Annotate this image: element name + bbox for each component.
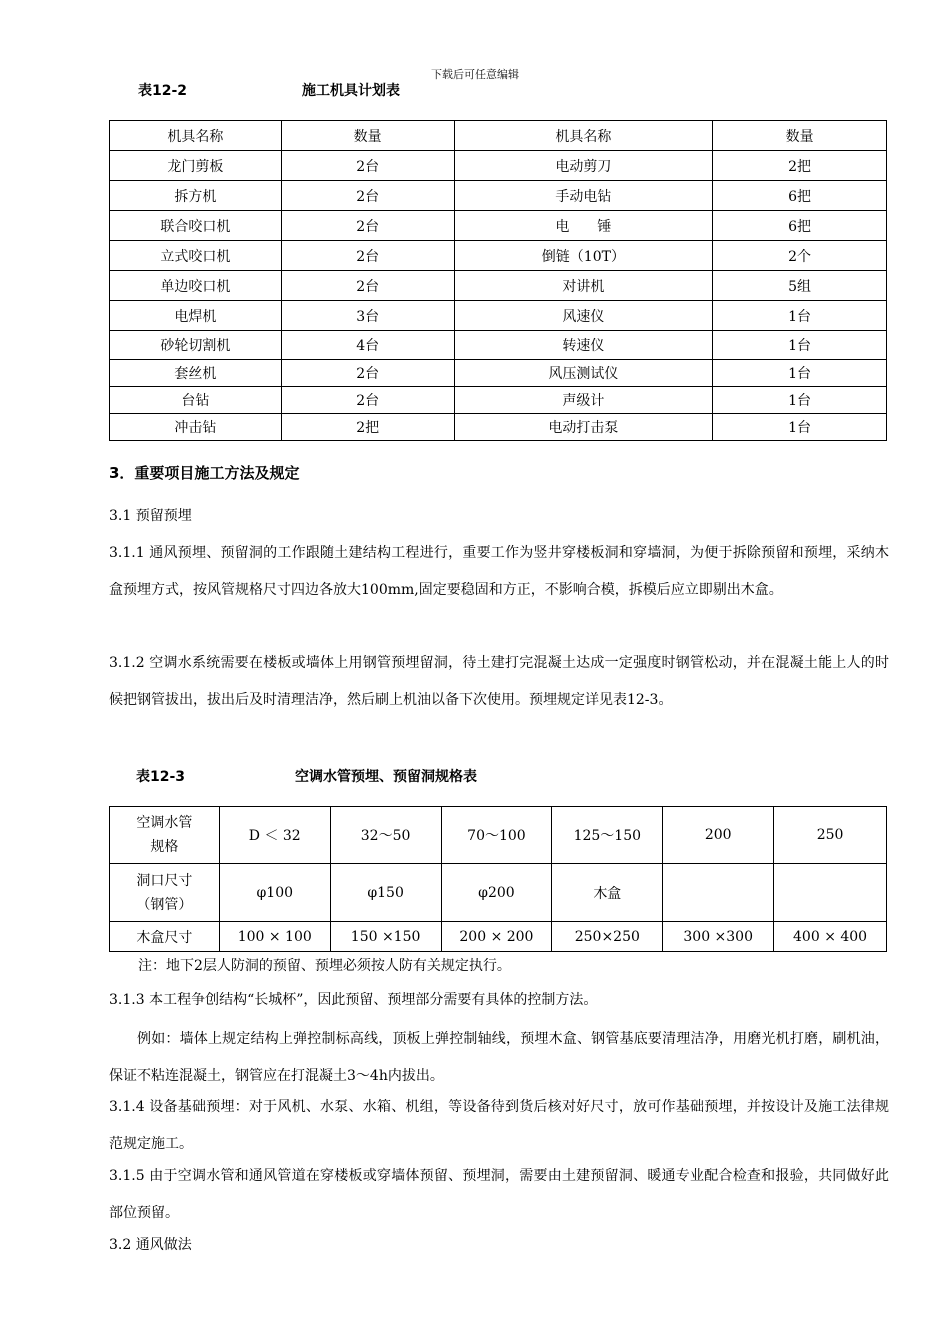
table-row (110, 360, 887, 387)
row-label-cell (110, 807, 220, 864)
table-number: 表12-3 (136, 769, 186, 785)
row-label-line: （钢管） (136, 896, 193, 913)
table-cell: 龙门剪板 (110, 151, 282, 181)
subsection-3-1-heading: 3.1 预留预埋 (109, 508, 192, 524)
paragraph-3-1-2: 3.1.2 空调水系统需要在楼板或墙体上用钢管预埋留洞，待土建打完混凝土达成一定强度时钢管松动，并在混凝土能上人的时候把钢管拔出，拔出后及时清理洁净，然后刷上机油以备下次使用。预埋规定详见表12-3。 (109, 655, 889, 708)
table-note: 注：地下2层人防洞的预留、预埋必须按人防有关规定执行。 (138, 958, 511, 974)
table-cell: 1台 (713, 301, 887, 331)
table-row (110, 922, 887, 952)
table-cell: 电动打击泵 (454, 414, 713, 441)
paragraph-3-1-3-example: 例如：墙体上规定结构上弹控制标高线，顶板上弹控制轴线，预埋木盒、钢管基底要清理洁净，用磨光机打磨，刷机油，保证不粘连混凝土，钢管应在打混凝土3～4h内拔出。 (109, 1031, 889, 1084)
table-cell: 70～100 (441, 807, 552, 864)
table-cell (663, 864, 774, 922)
table-cell: 250×250 (552, 922, 663, 952)
row-label-line: 规格 (150, 839, 179, 855)
table-cell: φ150 (330, 864, 441, 922)
header-cell: 机具名称 (110, 121, 282, 151)
table-cell: 150 ×150 (330, 922, 441, 952)
table-row (110, 331, 887, 360)
table-cell: 6把 (713, 181, 887, 211)
table-cell: 套丝机 (110, 360, 282, 387)
table-cell: 转速仪 (454, 331, 713, 360)
table-cell: 2台 (281, 151, 454, 181)
table-12-3-caption (0, 766, 950, 786)
table-cell: 32～50 (330, 807, 441, 864)
table-row (110, 271, 887, 301)
table-cell: 2台 (281, 387, 454, 414)
table-row (110, 241, 887, 271)
table-number: 表12-2 (138, 83, 188, 99)
table-cell: 200 (663, 807, 774, 864)
table-cell: 1台 (713, 414, 887, 441)
table-cell: 砂轮切割机 (110, 331, 282, 360)
table-12-2-caption (0, 80, 950, 100)
pipe-opening-spec-table (109, 806, 887, 952)
table-cell: 1台 (713, 387, 887, 414)
table-cell: 300 ×300 (663, 922, 774, 952)
table-cell: 冲击钻 (110, 414, 282, 441)
table-cell: 2台 (281, 211, 454, 241)
table-cell: 木盒 (552, 864, 663, 922)
table-cell: 100 × 100 (219, 922, 330, 952)
paragraph-3-1-4: 3.1.4 设备基础预埋：对于风机、水泵、水箱、机组，等设备待到货后核对好尺寸，放可作基础预埋，并按设计及施工法律规范规定施工。 (109, 1099, 889, 1152)
table-cell: 2把 (281, 414, 454, 441)
table-cell: 2个 (713, 241, 887, 271)
table-cell: 2台 (281, 181, 454, 211)
header-cell: 数量 (713, 121, 887, 151)
table-cell: 1台 (713, 331, 887, 360)
table-cell: 6把 (713, 211, 887, 241)
table-cell: 拆方机 (110, 181, 282, 211)
watermark: 下载后可任意编辑 (431, 68, 519, 81)
table-cell: 声级计 (454, 387, 713, 414)
table-cell: 台钻 (110, 387, 282, 414)
table-cell: 电焊机 (110, 301, 282, 331)
table-cell: 立式咬口机 (110, 241, 282, 271)
table-cell: 倒链（10T） (454, 241, 713, 271)
table-cell: 4台 (281, 331, 454, 360)
row-label-cell (110, 864, 220, 922)
table-cell: 单边咬口机 (110, 271, 282, 301)
section-heading: 3．重要项目施工方法及规定 (109, 464, 300, 482)
header-cell: 数量 (281, 121, 454, 151)
table-cell: 200 × 200 (441, 922, 552, 952)
table-cell (774, 864, 887, 922)
paragraph-3-1-5: 3.1.5 由于空调水管和通风管道在穿楼板或穿墙体预留、预埋洞，需要由土建预留洞、暖通专业配合检查和报验，共同做好此部位预留。 (109, 1168, 889, 1221)
table-cell: 5组 (713, 271, 887, 301)
paragraph-3-1-3: 3.1.3 本工程争创结构“长城杯”，因此预留、预埋部分需要有具体的控制方法。 (109, 992, 598, 1008)
table-row (110, 387, 887, 414)
table-cell: 2台 (281, 360, 454, 387)
header-cell: 机具名称 (454, 121, 713, 151)
row-label-cell: 木盒尺寸 (110, 922, 220, 952)
table-cell: 联合咬口机 (110, 211, 282, 241)
table-title: 施工机具计划表 (302, 83, 400, 99)
table-cell: 2把 (713, 151, 887, 181)
table-cell: 电动剪刀 (454, 151, 713, 181)
table-row (110, 301, 887, 331)
table-row (110, 151, 887, 181)
row-label-line: 空调水管 (136, 815, 193, 831)
subsection-3-2-heading: 3.2 通风做法 (109, 1237, 192, 1253)
table-cell: 3台 (281, 301, 454, 331)
table-cell: 2台 (281, 271, 454, 301)
table-cell: 2台 (281, 241, 454, 271)
table-row (110, 414, 887, 441)
table-cell: 400 × 400 (774, 922, 887, 952)
table-row (110, 864, 887, 922)
table-title: 空调水管预埋、预留洞规格表 (295, 769, 477, 785)
table-header-row (110, 121, 887, 151)
table-cell: 电 锤 (454, 211, 713, 241)
table-cell: 125～150 (552, 807, 663, 864)
table-cell: D ＜ 32 (219, 807, 330, 864)
table-cell: 风速仪 (454, 301, 713, 331)
table-cell: φ100 (219, 864, 330, 922)
table-cell: φ200 (441, 864, 552, 922)
equipment-plan-table (109, 120, 887, 441)
table-row (110, 181, 887, 211)
table-row (110, 807, 887, 864)
table-cell: 1台 (713, 360, 887, 387)
paragraph-3-1-1: 3.1.1 通风预埋、预留洞的工作跟随土建结构工程进行，重要工作为竖井穿楼板洞和穿墙洞，为便于拆除预留和预埋，采纳木盒预埋方式，按风管规格尺寸四边各放大100mm,固定要稳固和方正，不影响合模，拆模后应立即剔出木盒。 (109, 545, 889, 598)
table-cell: 风压测试仪 (454, 360, 713, 387)
table-cell: 250 (774, 807, 887, 864)
table-cell: 手动电钻 (454, 181, 713, 211)
table-row (110, 211, 887, 241)
table-cell: 对讲机 (454, 271, 713, 301)
row-label-line: 洞口尺寸 (136, 872, 193, 889)
